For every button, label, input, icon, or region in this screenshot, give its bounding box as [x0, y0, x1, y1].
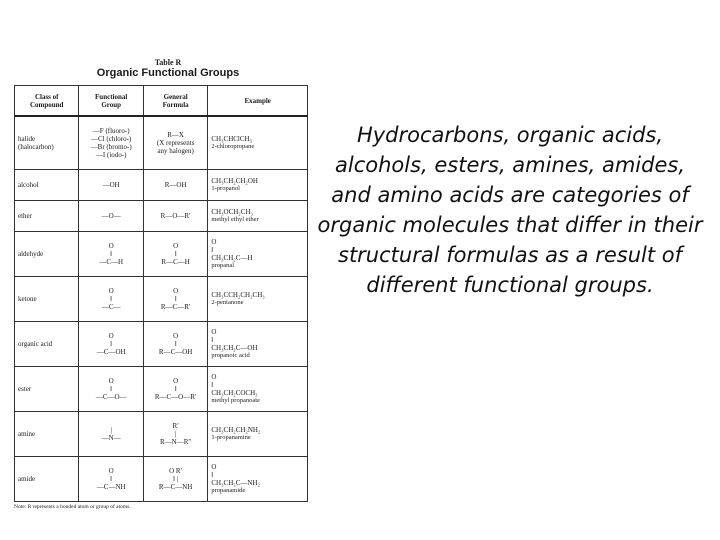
class-cell: aldehyde [15, 232, 79, 277]
example-name: propanoic acid [211, 352, 250, 359]
table-row [15, 170, 308, 201]
example-cell [208, 277, 308, 322]
formula-cell: R′ | R—N—R″ [143, 412, 207, 457]
example-cell [208, 367, 308, 412]
group-cell: —OH [79, 170, 143, 201]
class-cell: ester [15, 367, 79, 412]
table-title: Organic Functional Groups [96, 67, 240, 79]
example-formula: CH₃CCH₂CH₂CH₃ [211, 291, 265, 299]
example-formula: O ‖ CH₃CH₂C—NH₂ [211, 463, 260, 487]
header-class: Class of Compound [15, 86, 79, 117]
class-cell: amine [15, 412, 79, 457]
example-cell [208, 170, 308, 201]
example-name: methyl propanoate [211, 397, 260, 404]
class-cell: halide (halocarbon) [15, 116, 79, 170]
example-name: 2-chloropropane [211, 143, 255, 150]
example-formula: O ‖ CH₃CH₂C—H [211, 238, 253, 262]
functional-groups-table-figure [14, 58, 308, 510]
header-example: Example [208, 86, 308, 117]
table-row [15, 412, 308, 457]
example-formula: CH₃OCH₂CH₃ [211, 208, 253, 216]
class-cell: alcohol [15, 170, 79, 201]
example-cell [208, 412, 308, 457]
example-formula: CH₃CHClCH₃ [211, 135, 253, 143]
table-row [15, 457, 308, 502]
formula-cell: R—OH [143, 170, 207, 201]
example-formula: O ‖ CH₃CH₂COCH₃ [211, 373, 258, 397]
header-formula: General Formula [143, 86, 207, 117]
group-cell: | —N— [79, 412, 143, 457]
group-cell: O ‖ —C—NH [79, 457, 143, 502]
formula-cell: O ‖ R—C—OH [143, 322, 207, 367]
formula-cell: O R′ ‖ | R—C—NH [143, 457, 207, 502]
table-row [15, 201, 308, 232]
group-cell: —O— [79, 201, 143, 232]
example-cell [208, 457, 308, 502]
example-formula: O ‖ CH₃CH₂C—OH [211, 328, 258, 352]
example-name: propanamide [211, 487, 246, 494]
table-row [15, 367, 308, 412]
example-cell [208, 322, 308, 367]
table-row [15, 322, 308, 367]
table-note: Note: R represents a bonded atom or group of atoms. [14, 504, 131, 510]
example-name: methyl ethyl ether [211, 216, 259, 223]
example-name: propanal [211, 262, 235, 269]
group-cell: O ‖ —C—H [79, 232, 143, 277]
example-cell [208, 116, 308, 170]
group-cell: O ‖ —C—OH [79, 322, 143, 367]
example-formula: CH₃CH₂CH₂NH₂ [211, 426, 261, 434]
example-cell [208, 201, 308, 232]
formula-cell: O ‖ R—C—H [143, 232, 207, 277]
class-cell: organic acid [15, 322, 79, 367]
slide-statement: Hydrocarbons, organic acids, alcohols, esters, amines, amides, and amino acids are categories of organic molecules that differ in their structural formulas as a result of different functional groups. [317, 123, 703, 297]
example-name: 1-propanol [211, 185, 240, 192]
formula-cell: R—X (X represents any halogen) [143, 116, 207, 170]
table-header-row [15, 86, 308, 117]
example-name: 2-pentanone [211, 299, 244, 306]
class-cell: ether [15, 201, 79, 232]
class-cell: ketone [15, 277, 79, 322]
class-cell: amide [15, 457, 79, 502]
functional-groups-table [14, 85, 308, 502]
table-caption: Table R [154, 58, 182, 67]
header-group: Functional Group [79, 86, 143, 117]
table-row [15, 232, 308, 277]
group-cell: —F (fluoro-) —Cl (chloro-) —Br (bromo-) —I (iodo-) [79, 116, 143, 170]
formula-cell: R—O—R′ [143, 201, 207, 232]
group-cell: O ‖ —C— [79, 277, 143, 322]
example-formula: CH₃CH₂CH₂OH [211, 177, 258, 185]
formula-cell: O ‖ R—C—R′ [143, 277, 207, 322]
example-name: 1-propanamine [211, 434, 251, 441]
table-row [15, 277, 308, 322]
formula-cell: O ‖ R—C—O—R′ [143, 367, 207, 412]
example-cell [208, 232, 308, 277]
group-cell: O ‖ —C—O— [79, 367, 143, 412]
table-row [15, 116, 308, 170]
